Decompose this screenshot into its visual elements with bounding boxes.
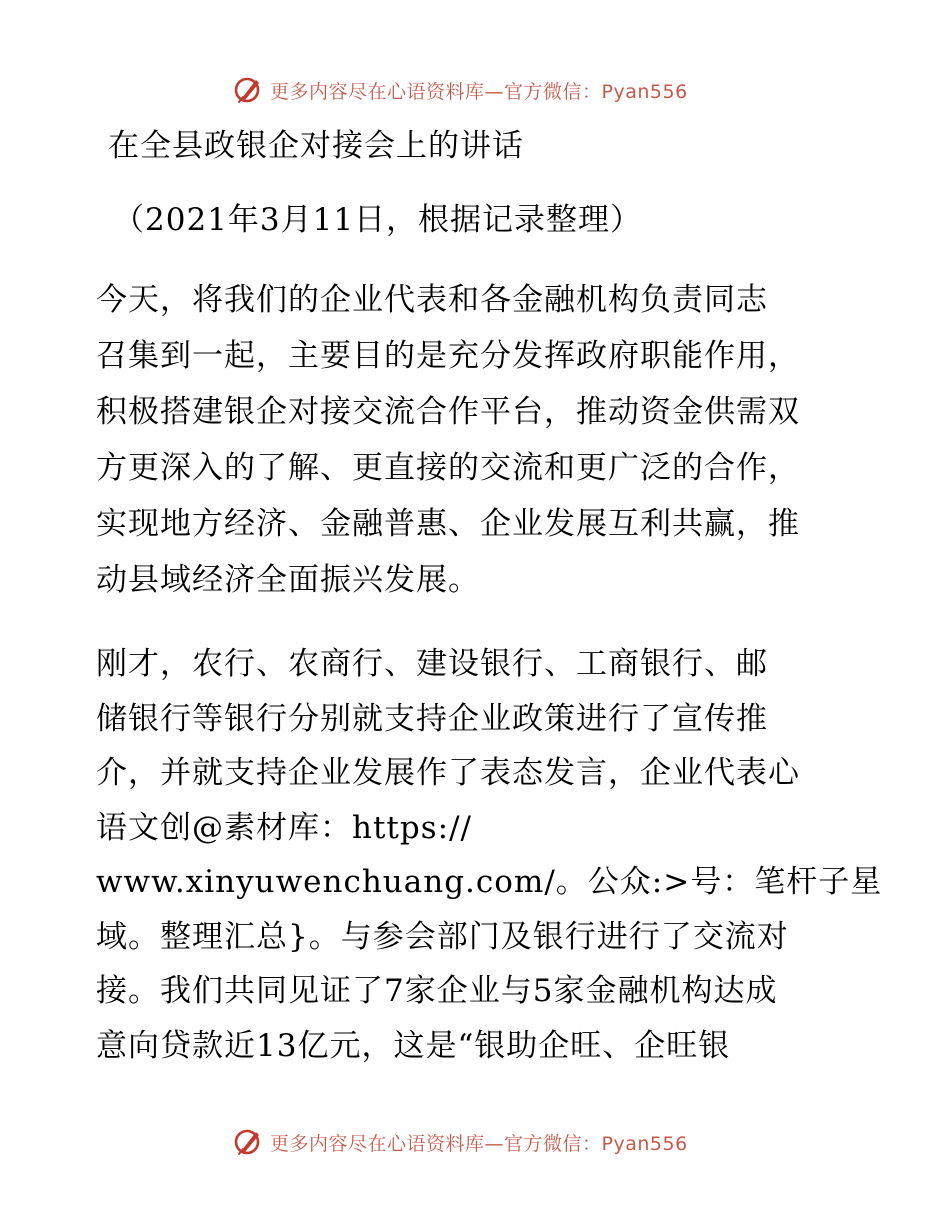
paragraph-line: 实现地方经济、金融普惠、企业发展互利共赢，推 [96, 506, 800, 542]
quill-pen-logo-icon [232, 74, 264, 106]
footer-banner-text: 更多内容尽在心语资料库—官方微信：Pyan556 [270, 1132, 688, 1155]
paragraph-2 [96, 637, 883, 1073]
paragraph-line: 动县域经济全面振兴发展。 [96, 562, 480, 598]
paragraph-line: 域。整理汇总}。与参会部门及银行进行了交流对 [96, 918, 789, 955]
paragraph-1 [96, 272, 856, 608]
paragraph-line: 储银行等银行分别就支持企业政策进行了宣传推 [96, 700, 768, 737]
paragraph-line: 召集到一起，主要目的是充分发挥政府职能作用， [96, 338, 800, 374]
paragraph-line: 方更深入的了解、更直接的交流和更广泛的合作， [96, 450, 800, 486]
paragraph-line: 积极搭建银企对接交流合作平台，推动资金供需双 [96, 394, 800, 430]
paragraph-line: 接。我们共同见证了7家企业与5家金融机构达成 [96, 973, 778, 1009]
document-subtitle: （2021年3月11日，根据记录整理） [113, 202, 643, 238]
paragraph-line: www.xinyuwenchuang.com/。公众:>号：笔杆子星 [96, 864, 883, 900]
document-title: 在全县政银企对接会上的讲话 [108, 128, 524, 164]
header-banner-text: 更多内容尽在心语资料库—官方微信：Pyan556 [270, 80, 688, 103]
paragraph-line: 介，并就支持企业发展作了表态发言，企业代表心 [96, 755, 800, 791]
paragraph-line: 今天，将我们的企业代表和各金融机构负责同志 [96, 282, 768, 318]
quill-pen-logo-icon [232, 1126, 264, 1158]
paragraph-line: 刚才，农行、农商行、建设银行、工商银行、邮 [96, 646, 768, 682]
paragraph-line: 语文创@素材库：https:// [96, 809, 472, 846]
header-banner [232, 73, 688, 107]
paragraph-line: 意向贷款近13亿元，这是“银助企旺、企旺银 [96, 1027, 731, 1064]
footer-banner [232, 1125, 688, 1159]
